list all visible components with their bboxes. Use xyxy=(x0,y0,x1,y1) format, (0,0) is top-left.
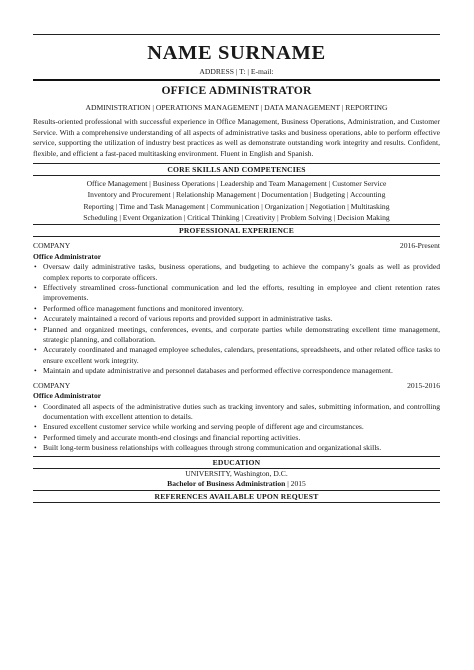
bullet-text: Oversaw daily administrative tasks, business operations, and budgeting to achieve the company’s goals as well as provided complex reports to corporate officers. xyxy=(43,262,440,282)
experience-heading: PROFESSIONAL EXPERIENCE xyxy=(179,226,294,236)
education-degree: Bachelor of Business Administration xyxy=(167,479,286,489)
bullet-text: Performed timely and accurate month-end closings and financial reporting activities. xyxy=(43,432,301,442)
bullet-icon: • xyxy=(34,422,37,432)
bullet-text: Planned and organized meetings, conferences, events, and corporate parties while demonstrating excellent time management, strategic planning, and collaboration. xyxy=(43,324,440,345)
bullet-icon: • xyxy=(34,324,37,334)
job-dates: 2016-Present xyxy=(399,241,440,251)
bullet-item xyxy=(33,262,440,283)
company-name: COMPANY xyxy=(33,380,71,390)
education-degree-line xyxy=(33,479,440,490)
bullet-text: Coordinated all aspects of the administrative duties such as tracking inventory and sales, submitting information, and controlling documentation with excellent attention to details. xyxy=(43,401,440,422)
bullet-item xyxy=(33,366,440,376)
bullet-item xyxy=(33,433,440,443)
job-position: Office Administrator xyxy=(33,251,102,261)
bullet-text: Ensured excellent customer service while working and serving people of different age and circumstances. xyxy=(43,422,364,432)
bullet-text: Performed office management functions and monitored inventory. xyxy=(43,303,244,313)
bullet-item xyxy=(33,402,440,423)
job-header xyxy=(33,241,440,252)
bullet-text: Maintain and update administrative and personnel databases and performed effective correspondence management. xyxy=(43,366,393,376)
bullet-icon: • xyxy=(34,443,37,453)
bullet-text: Effectively streamlined cross-functional communication and led the efforts, resulting in employee and client retention rates improvements. xyxy=(43,283,440,303)
bullet-item xyxy=(33,345,440,366)
job-dates: 2015-2016 xyxy=(407,380,440,390)
education-year: | 2015 xyxy=(287,479,306,489)
bullet-icon: • xyxy=(34,366,37,376)
skills-list xyxy=(39,178,434,223)
job-entry xyxy=(33,381,440,454)
summary-paragraph: Results-oriented professional with successful experience in Office Management, Business Operations, Administration, and Customer Service. With a comprehensive understanding of all aspects of administrative tasks and business operations, able to perform effective service, supporting the utilization of industry best practices as well as demonstrate outstanding work integrity and results. Confident, flexible, and efficient a fast-paced multitasking environment. Fluent in English and Spanish. xyxy=(33,117,440,158)
experience-rule-bottom xyxy=(33,236,440,237)
bullet-icon: • xyxy=(34,262,37,272)
bullet-icon: • xyxy=(34,345,37,355)
bullet-icon: • xyxy=(34,303,37,313)
bullet-text: Accurately coordinated and managed employee schedules, calendars, presentations, spreadsheets, and other related office tasks to ensure excellent work integrity. xyxy=(43,345,440,365)
references-rule-bottom xyxy=(33,502,440,503)
contact-line: ADDRESS | T: | E-mail: xyxy=(199,67,274,76)
header-rule xyxy=(33,79,440,81)
focus-areas: ADMINISTRATION | OPERATIONS MANAGEMENT | DATA MANAGEMENT | REPORTING xyxy=(85,103,388,112)
bullet-item xyxy=(33,443,440,453)
bullet-text: Accurately maintained a record of various reports and provided support in administrative tasks. xyxy=(43,314,333,324)
bullet-icon: • xyxy=(34,314,37,324)
skills-line: Office Management | Business Operations | Leadership and Team Management | Customer Service xyxy=(86,179,387,188)
bullet-item xyxy=(33,325,440,346)
education-heading: EDUCATION xyxy=(212,457,261,467)
skills-line: Inventory and Procurement | Relationship Management | Documentation | Budgeting | Accounting xyxy=(87,190,386,200)
skills-line: Scheduling | Event Organization | Critical Thinking | Creativity | Problem Solving | Decision Making xyxy=(83,212,390,222)
bullet-item xyxy=(33,422,440,432)
company-name: COMPANY xyxy=(33,241,71,251)
skills-line: Reporting | Time and Task Management | Communication | Organization | Negotiation | Multitasking xyxy=(83,201,390,211)
bullet-item xyxy=(33,314,440,324)
education-school: UNIVERSITY, Washington, D.C. xyxy=(185,468,288,478)
job-bullets xyxy=(33,262,440,376)
bullet-item xyxy=(33,304,440,314)
skills-heading: CORE SKILLS AND COMPETENCIES xyxy=(167,165,306,174)
job-header xyxy=(33,381,440,392)
bullet-icon: • xyxy=(34,401,37,411)
job-entry xyxy=(33,241,440,376)
candidate-name: NAME SURNAME xyxy=(147,42,326,64)
job-bullets xyxy=(33,402,440,454)
bullet-icon: • xyxy=(34,283,37,292)
bullet-item xyxy=(33,283,440,304)
job-title-heading: OFFICE ADMINISTRATOR xyxy=(161,84,312,97)
bullet-text: Built long-term business relationships with colleagues through strong communication and organizational skills. xyxy=(43,443,382,453)
job-position: Office Administrator xyxy=(33,391,102,401)
bullet-icon: • xyxy=(34,432,37,442)
references-note: REFERENCES AVAILABLE UPON REQUEST xyxy=(154,491,319,501)
resume-page xyxy=(33,34,440,503)
skills-rule-bottom xyxy=(33,175,440,176)
top-rule xyxy=(33,34,440,35)
